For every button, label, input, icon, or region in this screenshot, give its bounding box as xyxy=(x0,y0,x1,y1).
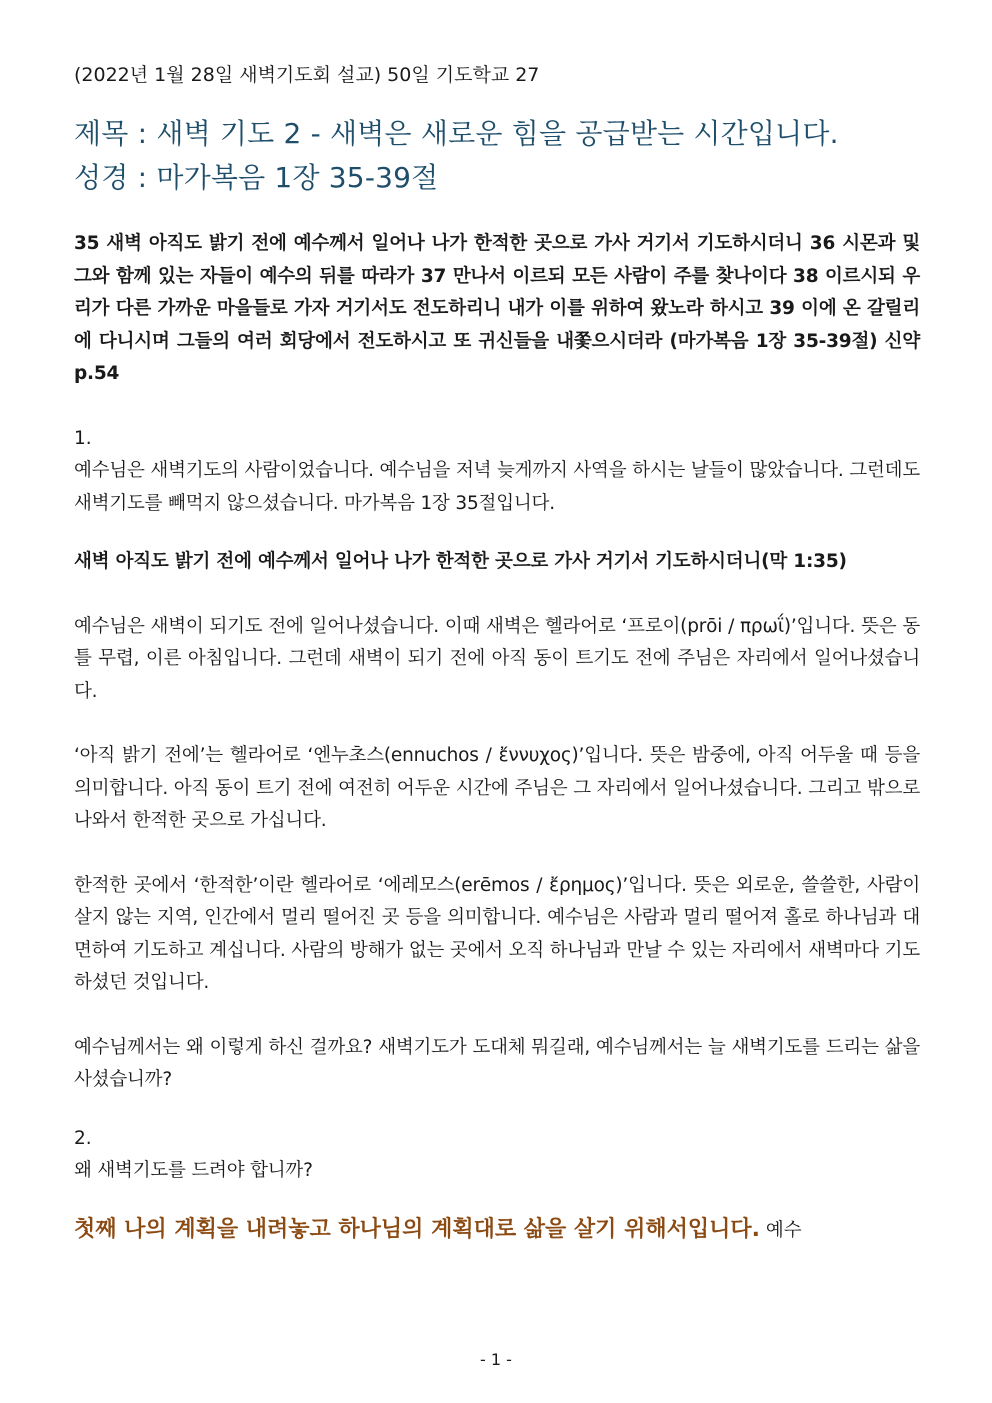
quote-mark-1-35: 새벽 아직도 밝기 전에 예수께서 일어나 나가 한적한 곳으로 가사 거기서 기도하시더니(막 1:35) xyxy=(74,551,847,572)
sermon-header: (2022년 1월 28일 새벽기도회 설교) 50일 기도학교 27 xyxy=(74,64,540,86)
paragraph-3: ‘아직 밝기 전에’는 헬라어로 ‘엔누초스(ennuchos / ἔννυχος)’입니다. 뜻은 밤중에, 아직 어두울 때 등을 의미합니다. 아직 동이 트기 전에 여전히 어두운 시간에 주님은 그 자리에서 일어나셨습니다. 그리고 밖으로 나와서 한적한 곳으로 가십니다. xyxy=(74,745,920,831)
emphasis-tail: 예수 xyxy=(759,1219,802,1241)
section-number-2: 2. xyxy=(74,1127,92,1149)
scripture-reference: 성경 : 마가복음 1장 35-39절 xyxy=(74,161,439,194)
sermon-title: 제목 : 새벽 기도 2 - 새벽은 새로운 힘을 공급받는 시간입니다. xyxy=(74,117,839,150)
paragraph-1: 예수님은 새벽기도의 사람이었습니다. 예수님을 저녁 늦게까지 사역을 하시는 날들이 많았습니다. 그런데도 새벽기도를 빼먹지 않으셨습니다. 마가복음 1장 35절입니다. xyxy=(74,460,920,514)
paragraph-5: 예수님께서는 왜 이렇게 하신 걸까요? 새벽기도가 도대체 뭐길래, 예수님께서는 늘 새벽기도를 드리는 삶을 사셨습니까? xyxy=(74,1036,920,1090)
section-number-1: 1. xyxy=(74,427,92,449)
paragraph-6: 왜 새벽기도를 드려야 합니까? xyxy=(74,1160,313,1181)
paragraph-4: 한적한 곳에서 ‘한적한’이란 헬라어로 ‘에레모스(erēmos / ἔρημος)’입니다. 뜻은 외로운, 쓸쓸한, 사람이 살지 않는 지역, 인간에서 멀리 떨어진 곳 등을 의미합니다. 예수님은 사람과 멀리 떨어져 홀로 하나님과 대면하여 기도하고 계십니다. 사람의 방해가 없는 곳에서 오직 하나님과 만날 수 있는 자리에서 새벽마다 기도하셨던 것입니다. xyxy=(74,874,920,993)
scripture-text: 35 새벽 아직도 밝기 전에 예수께서 일어나 나가 한적한 곳으로 가사 거기서 기도하시더니 36 시몬과 및 그와 함께 있는 자들이 예수의 뒤를 따라가 37 만나서 이르되 모든 사람이 주를 찾나이다 38 이르시되 우리가 다른 가까운 마을들로 가자 거기서도 전도하리니 내가 이를 위하여 왔노라 하시고 39 이에 온 갈릴리에 다니시며 그들의 여러 회당에서 전도하시고 또 귀신들을 내쫓으시더라 (마가복음 1장 35-39절) 신약 p.54 xyxy=(74,233,920,384)
emphasis-line xyxy=(74,1214,920,1247)
page-number: - 1 - xyxy=(480,1350,512,1369)
document-page xyxy=(74,60,920,1247)
emphasis-text: 첫째 나의 계획을 내려놓고 하나님의 계획대로 삶을 살기 위해서입니다. xyxy=(74,1216,760,1242)
paragraph-2: 예수님은 새벽이 되기도 전에 일어나셨습니다. 이때 새벽은 헬라어로 ‘프로이(prōi / πρωΐ)’입니다. 뜻은 동틀 무렵, 이른 아침입니다. 그런데 새벽이 되기 전에 아직 동이 트기도 전에 주님은 자리에서 일어나셨습니다. xyxy=(74,615,920,702)
